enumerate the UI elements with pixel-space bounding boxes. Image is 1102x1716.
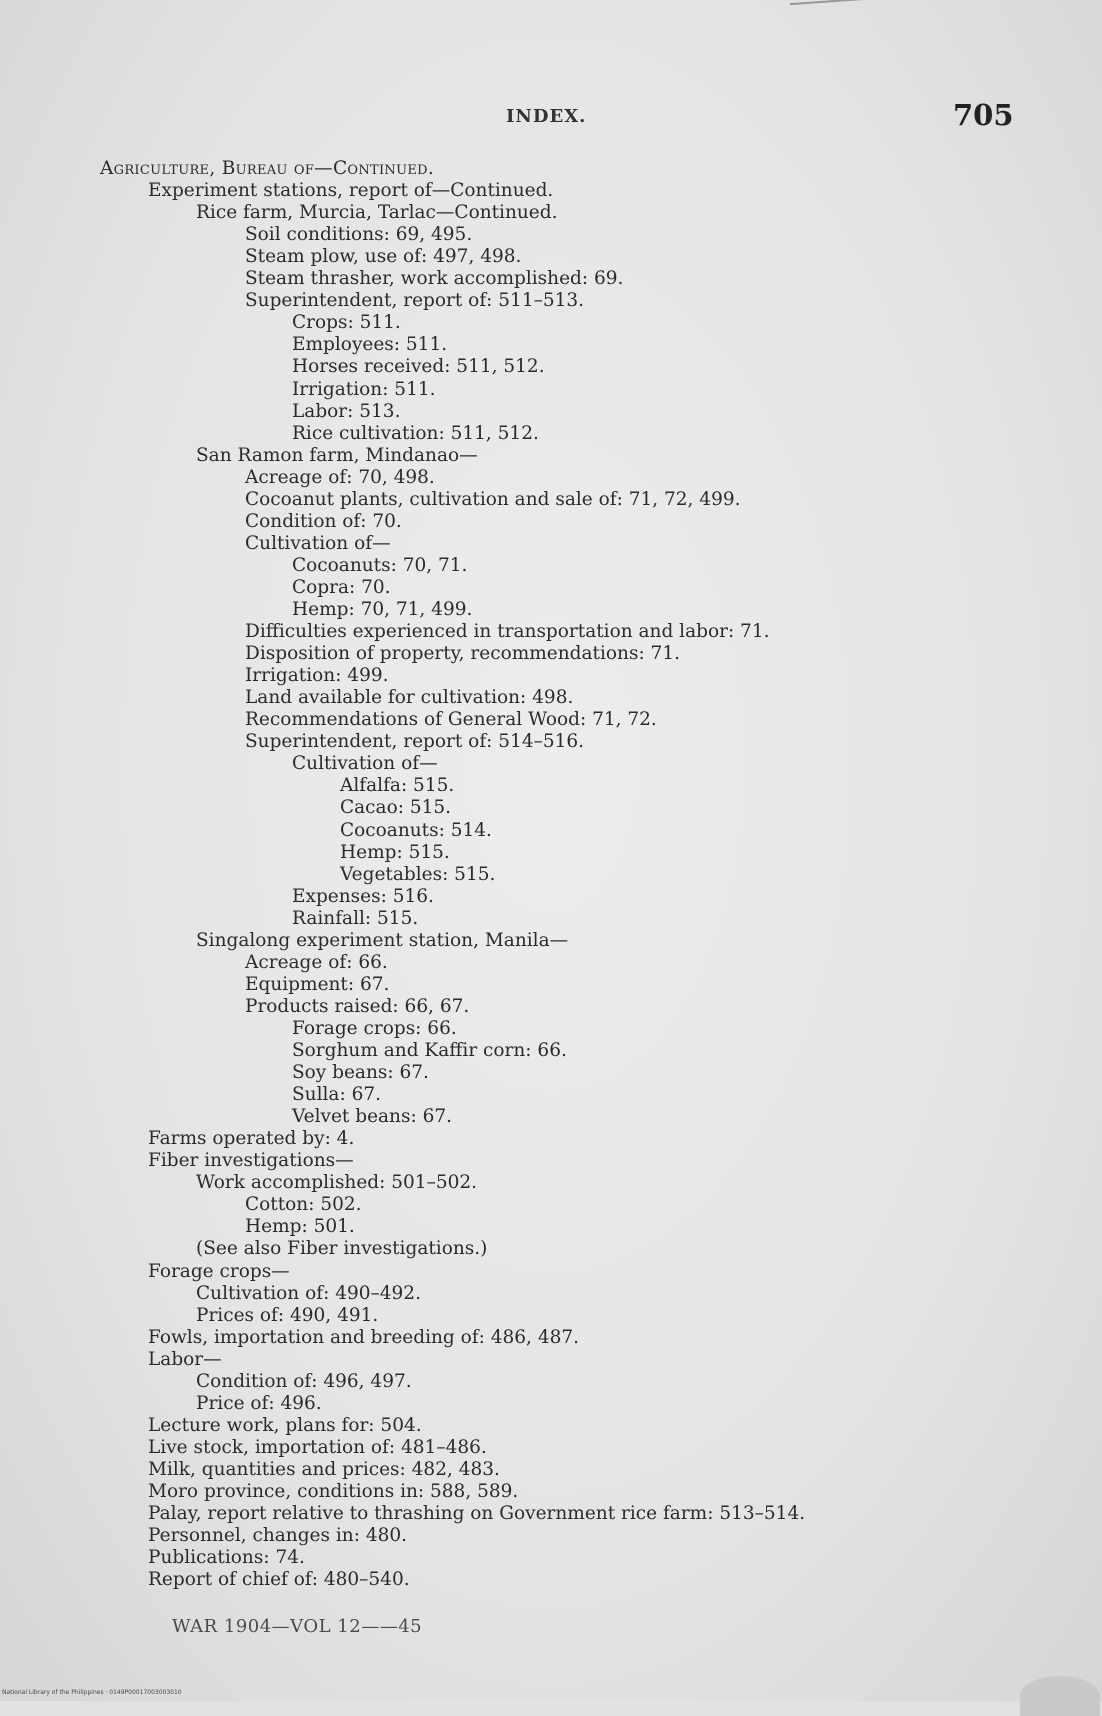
index-entry: Labor— bbox=[148, 1348, 222, 1370]
index-entry: Singalong experiment station, Manila— bbox=[196, 929, 569, 951]
index-entry: Cultivation of— bbox=[292, 753, 438, 775]
index-entry: Horses received: 511, 512. bbox=[292, 356, 545, 378]
index-entry: Milk, quantities and prices: 482, 483. bbox=[148, 1458, 500, 1480]
index-entry: Publications: 74. bbox=[148, 1547, 305, 1569]
index-entry: Acreage of: 66. bbox=[245, 951, 388, 973]
index-entry: Crops: 511. bbox=[292, 312, 401, 334]
index-entry: Equipment: 67. bbox=[245, 973, 390, 995]
index-entry: Superintendent, report of: 511–513. bbox=[245, 290, 585, 312]
index-entry: Irrigation: 499. bbox=[245, 665, 389, 687]
index-entry: Employees: 511. bbox=[292, 334, 448, 356]
index-entry: Forage crops— bbox=[148, 1260, 290, 1282]
index-entry: (See also Fiber investigations.) bbox=[196, 1238, 488, 1260]
index-entry: Hemp: 515. bbox=[340, 841, 450, 863]
index-entry: Rainfall: 515. bbox=[292, 907, 419, 929]
index-entry: Velvet beans: 67. bbox=[292, 1106, 453, 1128]
scan-stamp: National Library of the Philippines · 0149P00017003003010 bbox=[2, 1689, 182, 1696]
index-entry: San Ramon farm, Mindanao— bbox=[196, 444, 478, 466]
index-entry: Condition of: 70. bbox=[245, 510, 402, 532]
index-entry: Hemp: 70, 71, 499. bbox=[292, 599, 473, 620]
index-entry: Copra: 70. bbox=[292, 576, 391, 598]
index-entry: Hemp: 501. bbox=[245, 1216, 355, 1238]
index-entry: Prices of: 490, 491. bbox=[196, 1304, 379, 1326]
index-entry: Condition of: 496, 497. bbox=[196, 1370, 412, 1392]
index-entry: Expenses: 516. bbox=[292, 885, 434, 907]
index-entry: Steam plow, use of: 497, 498. bbox=[245, 246, 522, 268]
index-entry: Soy beans: 67. bbox=[292, 1062, 429, 1084]
index-entry: Report of chief of: 480–540. bbox=[148, 1569, 410, 1591]
page-header-title: INDEX. bbox=[506, 106, 587, 127]
signature-line: WAR 1904—VOL 12——45 bbox=[172, 1616, 423, 1637]
index-entry: Fiber investigations— bbox=[148, 1150, 354, 1172]
scan-artifact bbox=[790, 0, 880, 11]
index-entry: Vegetables: 515. bbox=[340, 863, 496, 885]
index-entry: Agriculture, Bureau of—Continued. bbox=[100, 158, 435, 179]
index-entry: Irrigation: 511. bbox=[292, 378, 436, 400]
index-entry: Palay, report relative to thrashing on Government rice farm: 513–514. bbox=[148, 1503, 806, 1525]
index-entry: Personnel, changes in: 480. bbox=[148, 1525, 408, 1547]
index-entry: Labor: 513. bbox=[292, 400, 401, 422]
index-entry: Farms operated by: 4. bbox=[148, 1128, 355, 1150]
index-entry: Experiment stations, report of—Continued. bbox=[148, 180, 554, 202]
index-entry: Difficulties experienced in transportation and labor: 71. bbox=[245, 621, 770, 643]
index-entry: Land available for cultivation: 498. bbox=[245, 687, 574, 709]
index-entry: Lecture work, plans for: 504. bbox=[148, 1414, 422, 1436]
index-entry: Cocoanuts: 514. bbox=[340, 819, 492, 841]
index-entry: Products raised: 66, 67. bbox=[245, 995, 470, 1017]
index-entry: Price of: 496. bbox=[196, 1392, 322, 1414]
index-entry: Moro province, conditions in: 588, 589. bbox=[148, 1481, 519, 1502]
index-entry: Disposition of property, recommendations: 71. bbox=[245, 643, 680, 665]
index-entry: Cocoanut plants, cultivation and sale of: 71, 72, 499. bbox=[245, 488, 741, 510]
index-entry: Rice cultivation: 511, 512. bbox=[292, 422, 539, 444]
index-entry: Fowls, importation and breeding of: 486, 487. bbox=[148, 1326, 580, 1348]
index-entry: Cultivation of— bbox=[245, 532, 391, 554]
index-entry: Acreage of: 70, 498. bbox=[245, 466, 435, 488]
index-entry: Rice farm, Murcia, Tarlac—Continued. bbox=[196, 202, 558, 224]
index-entry: Recommendations of General Wood: 71, 72. bbox=[245, 709, 657, 731]
index-entry: Sorghum and Kaffir corn: 66. bbox=[292, 1040, 567, 1061]
index-entry: Cacao: 515. bbox=[340, 797, 452, 819]
index-entry: Work accomplished: 501–502. bbox=[196, 1172, 478, 1194]
index-entry: Cotton: 502. bbox=[245, 1194, 362, 1216]
index-entry: Soil conditions: 69, 495. bbox=[245, 224, 473, 246]
index-entry: Forage crops: 66. bbox=[292, 1017, 457, 1039]
index-entry: Alfalfa: 515. bbox=[340, 775, 455, 797]
index-entry: Sulla: 67. bbox=[292, 1084, 381, 1106]
index-entry: Steam thrasher, work accomplished: 69. bbox=[245, 268, 624, 290]
page-number: 705 bbox=[953, 98, 1014, 132]
index-entry: Live stock, importation of: 481–486. bbox=[148, 1436, 487, 1458]
index-entry: Superintendent, report of: 514–516. bbox=[245, 731, 585, 753]
index-entry: Cultivation of: 490–492. bbox=[196, 1282, 421, 1304]
scan-artifact-corner bbox=[1020, 1676, 1100, 1716]
index-entry: Cocoanuts: 70, 71. bbox=[292, 554, 468, 576]
